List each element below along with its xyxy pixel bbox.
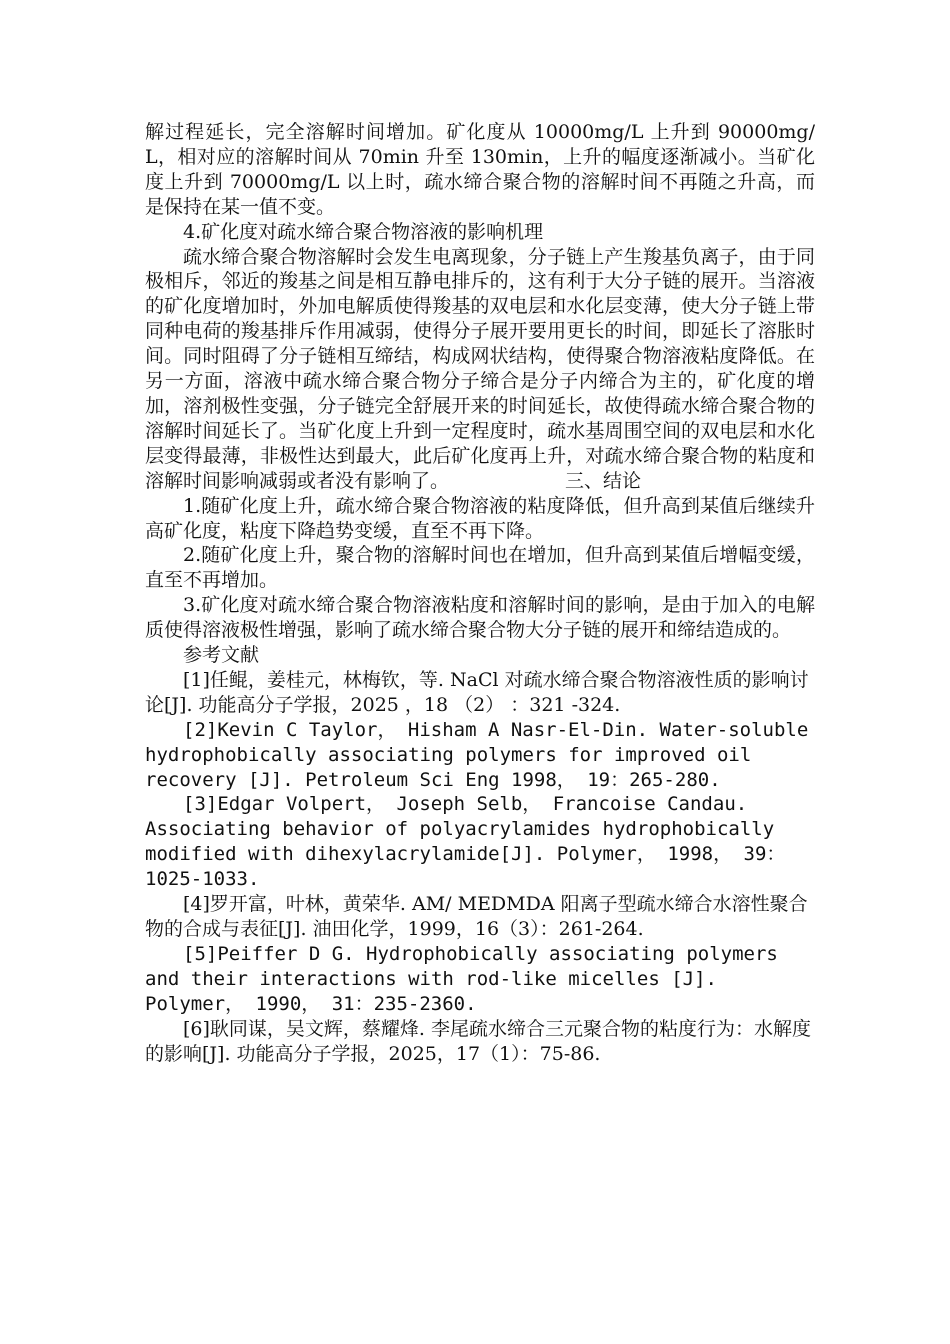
section-heading-mechanism: 4.矿化度对疏水缔合聚合物溶液的影响机理	[183, 220, 544, 243]
mechanism-text: 疏水缔合聚合物溶解时会发生电离现象，分子链上产生羧基负离子，由于同极相斥，邻近的羧基之间是相互静电排斥的，这有利于大分子链的展开。当溶液的矿化度增加时，外加电解质使得羧基的双电层和水化层变薄，使大分子链上带同种电荷的羧基排斥作用减弱，使得分子展开要用更长的时间，即延长了溶胀时间。同时阻碍了分子链相互缔结，构成网状结构，使得聚合物溶液粘度降低。在另一方面，溶液中疏水缔合聚合物分子缔合是分子内缔合为主的，矿化度的增加，溶剂极性变强，分子链完全舒展开来的时间延长，故使得疏水缔合聚合物的溶解时间延长了。当矿化度上升到一定程度时，疏水基周围空间的双电层和水化层变得最薄，非极性达到最大，此后矿化度再上升，对疏水缔合聚合物的粘度和溶解时间影响减弱或者没有影响了。	[145, 245, 815, 492]
section-heading-conclusion: 三、结论	[565, 469, 642, 492]
conclusion-item-3: 3.矿化度对疏水缔合聚合物溶液粘度和溶解时间的影响，是由于加入的电解质使得溶液极性增强，影响了疏水缔合聚合物大分子链的展开和缔结造成的。	[145, 594, 815, 642]
reference-item-6: [6]耿同谋，吴文辉，蔡耀烽. 李尾疏水缔合三元聚合物的粘度行为：水解度的影响[J]. 功能高分子学报，2025，17（1）：75-86.	[145, 1017, 811, 1065]
reference-item-5: [5]Peiffer D G. Hydrophobically associating polymers and their interactions with rod-like micelles [J]. Polymer， 1990， 31：235-2360.	[145, 942, 778, 1015]
paragraph-dissolution-time: 解过程延长，完全溶解时间增加。矿化度从 10000mg/L 上升到 90000mg/L，相对应的溶解时间从 70min 升至 130min，上升的幅度逐渐减小。当矿化度上升到 70000mg/L 以上时，疏水缔合聚合物的溶解时间不再随之升高，而是保持在某一值不变。	[145, 121, 815, 218]
reference-item-4: [4]罗开富，叶林，黄荣华. AM/ MEDMDA 阳离子型疏水缔合水溶性聚合物的合成与表征[J]. 油田化学，1999，16（3）：261-264.	[145, 893, 808, 940]
conclusion-item-2: 2.随矿化度上升，聚合物的溶解时间也在增加，但升高到某值后增幅变缓，直至不再增加。	[145, 544, 815, 592]
paragraph-mechanism	[145, 245, 815, 494]
reference-item-3: [3]Edgar Volpert， Joseph Selb， Francoise Candau. Associating behavior of polyacrylamides hydrophobically modified with dihexylacrylamide[J]. Polymer， 1998， 39：1025-1033.	[145, 793, 786, 891]
document-page	[145, 120, 815, 1066]
references-title: 参考文献	[183, 644, 260, 667]
reference-item-1: [1]任鲲，姜桂元，林梅钦，等. NaCl 对疏水缔合聚合物溶液性质的影响讨论[J]. 功能高分子学报，2025 ，18 （2） ：321 -324.	[145, 668, 809, 716]
conclusion-item-1: 1.随矿化度上升，疏水缔合聚合物溶液的粘度降低，但升高到某值后继续升高矿化度，粘度下降趋势变缓，直至不再下降。	[145, 494, 815, 542]
reference-item-2: [2]Kevin C Taylor， Hisham A Nasr-El-Din. Water-soluble hydrophobically associating polymers for improved oil recovery [J]. Petroleum Sci Eng 1998， 19：265-280.	[145, 718, 809, 791]
